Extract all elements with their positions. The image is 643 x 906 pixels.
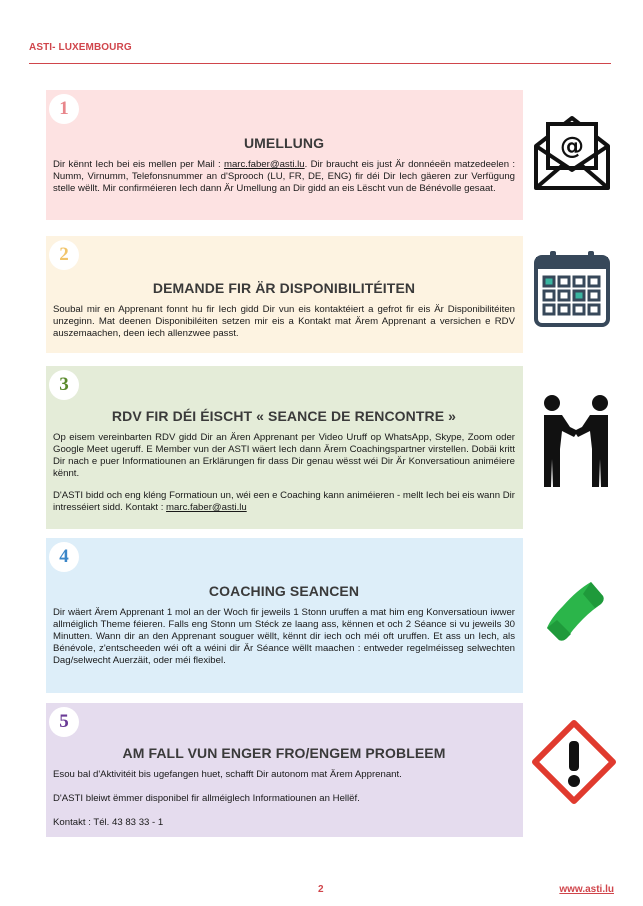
step-number-2: 2 [49, 240, 79, 270]
step-title: COACHING SEANCEN [208, 583, 360, 599]
step-title: AM FALL VUN ENGER FRO/ENGEM PROBLEEM [122, 745, 446, 761]
step-1 [46, 90, 523, 220]
svg-text:@: @ [560, 132, 584, 160]
step-title: DEMANDE FIR ÄR DISPONIBILITÉITEN [152, 280, 416, 296]
header-divider [29, 63, 611, 64]
step-text-2: D'ASTI bidd och eng kléng Formatioun un, wéi een e Coaching kann animéieren - mellt Iech bei eis wann Dir intresséiert sidd. Kontakt : marc.faber@asti.lu [53, 490, 515, 513]
email-link[interactable]: marc.faber@asti.lu [223, 159, 305, 170]
website-link[interactable]: www.asti.lu [559, 884, 614, 895]
phone-icon [543, 578, 609, 648]
step-number-5: 5 [49, 707, 79, 737]
envelope-at-icon [532, 110, 612, 192]
step-5 [46, 703, 523, 837]
step-text-3: Kontakt : Tél. 43 83 33 - 1 [53, 817, 164, 828]
step-text: Esou bal d'Aktivitéit bis ugefangen huet, schafft Dir autonom mat Ärem Apprenant. [53, 769, 402, 780]
step-2 [46, 236, 523, 353]
calendar-icon [532, 249, 612, 329]
step-number-1: 1 [49, 94, 79, 124]
email-link[interactable]: marc.faber@asti.lu [166, 502, 247, 513]
step-4 [46, 538, 523, 693]
step-text: Op eisem vereinbarten RDV gidd Dir an Ären Apprenant per Video Uruff op WhatsApp, Skype, Zoom oder Google Meet ugeruff. E Member vun der ASTI wäert Iech dann Ärem Coachingspartner virstellen. Dobäi kritt Dir nach e puer Informatiounen an Erklärungen fir dass Dir genau wësst wéi Dir Är Konversatioun animéiere kënnt. [53, 432, 515, 479]
step-title: UMELLUNG [243, 135, 325, 151]
step-text: Soubal mir en Apprenant fonnt hu fir Iech gidd Dir vun eis kontaktéiert a gefrot fir eis Är Disponibilitéiten unzeginn. Mat deenen Disponibiléiten setzen mir eis a Kontakt mat Ärem Apprenant a versichen e RDV auszemaachen, deen iech allenzwee passt. [53, 304, 515, 339]
step-title: RDV FIR DÉI ÉISCHT « SEANCE DE RENCONTRE » [111, 408, 457, 424]
step-text-2: D'ASTI bleiwt ëmmer disponibel fir allméiglech Informatiounen an Hellëf. [53, 793, 360, 804]
step-3 [46, 366, 523, 529]
step-number-3: 3 [49, 370, 79, 400]
step-number-4: 4 [49, 542, 79, 572]
handshake-icon [540, 393, 612, 489]
step-text: Dir kënnt Iech bei eis mellen per Mail : marc.faber@asti.lu. Dir braucht eis just Är donnéeën matzedeelen : Numm, Virnumm, Telefonsnummer an d'Sprooch (LU, FR, DE, ENG) fir déi Dir Iech gäeren zur Verfügung stelle wëllt. Mir confirméieren Iech dann Är Umellung an Dir gidd an eis Lëscht vun de Bénévolle gesaat. [53, 159, 515, 194]
org-header: ASTI- LUXEMBOURG [29, 42, 132, 53]
page-number: 2 [318, 884, 324, 895]
warning-icon [531, 719, 617, 805]
step-text: Dir wäert Ärem Apprenant 1 mol an der Woch fir jeweils 1 Stonn uruffen a mat him eng Konversatioun iwwer allméiglich Theme féieren. Falls eng Stonn um Stéck ze laang ass, kënnen et och 2 Séance si vu jeweils 30 Minutten. Wann dir an den Apprenant souguer wëllt, kënnt dir iech och méi oft uruffen. Et ass un Iech, als Bénévole, z'entscheeden wéi oft a wéini dir Är Séance wëllt maachen : entweder regelméisseg selwechten Dag/selwecht Auerzäit, oder méi flexibel. [53, 607, 515, 666]
